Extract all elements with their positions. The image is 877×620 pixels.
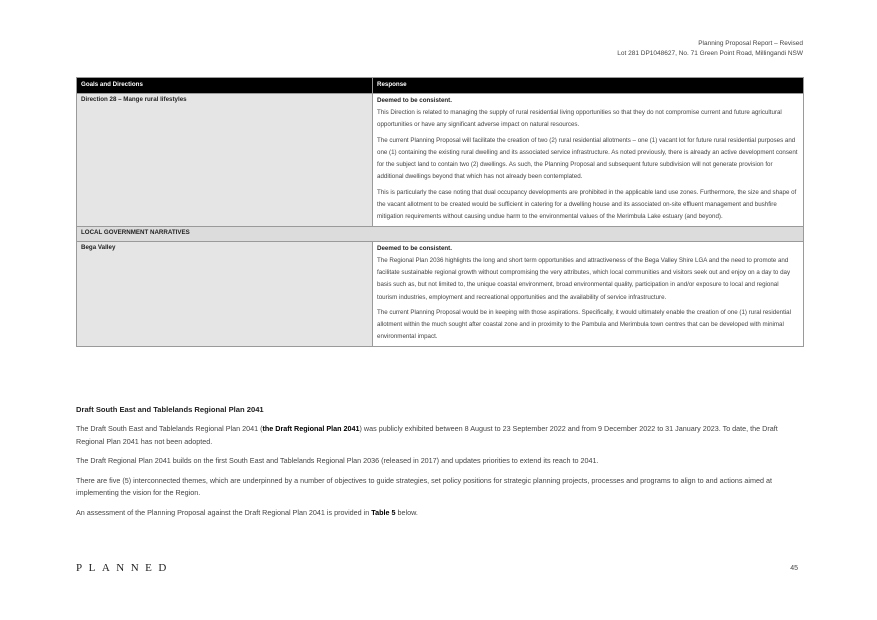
- section-heading: LOCAL GOVERNMENT NARRATIVES: [77, 226, 804, 241]
- section-heading: Draft South East and Tablelands Regional Plan 2041: [76, 405, 264, 414]
- goal-cell: Bega Valley: [77, 241, 373, 346]
- response-verdict: Deemed to be consistent.: [377, 244, 452, 252]
- response-paragraph: The Regional Plan 2036 highlights the long and short term opportunities and attractiveness of the Bega Valley Shire LGA and the need to promote and facilitate sustainable regional growth without compromising the very attributes, which local communities and visitors seek out and enjoy on a day to day basis such as, but not limited to, the unique coastal environment, broad environmental quality, participation in and/or exposure to local and regional tourism industries, employment and recreational opportunities and the availability of service infrastructure.: [377, 256, 791, 301]
- response-paragraph: This is particularly the case noting that dual occupancy developments are prohibited in the applicable land use zones. Furthermore, the size and shape of the vacant allotment to be created would be sufficient in catering for a dwelling house and its associated on-site effluent management and bushfire mitigation requirements without causing undue harm to the environmental values of the Merimbula Lake estuary (and beyond).: [377, 188, 797, 221]
- column-header-response: Response: [373, 78, 804, 94]
- text-run: ) was publicly exhibited between 8 August to 23 September 2022 and from 9 December 2022 to 31 January 2023. To date, the Draft Regional Plan 2041 has not been adopted.: [76, 424, 778, 446]
- response-paragraph: This Direction is related to managing the supply of rural residential living opportunities so that they do not compromise current and future agricultural opportunities or have any significant adverse impact on natural resources.: [377, 109, 782, 129]
- body-paragraph: [76, 507, 804, 520]
- header-report-title: Planning Proposal Report – Revised: [698, 40, 803, 47]
- response-paragraph: The current Planning Proposal would be in keeping with those aspirations. Specifically, it would ultimately enable the creation of one (1) rural residential allotment within the much sought after coastal zone and in proximity to the Pambula and Merimbula town centres that can be developed with minimal environmental impact.: [377, 308, 791, 341]
- body-paragraph: The Draft Regional Plan 2041 builds on the first South East and Tablelands Regional Plan 2036 (released in 2017) and updates priorities to extend its reach to 2041.: [76, 456, 599, 465]
- table-reference: Table 5: [371, 507, 396, 517]
- text-run: below.: [395, 507, 418, 517]
- body-section: [76, 405, 804, 526]
- text-run: An assessment of the Planning Proposal against the Draft Regional Plan 2041 is provided in: [76, 507, 372, 517]
- response-verdict: Deemed to be consistent.: [377, 97, 452, 104]
- column-header-goals: Goals and Directions: [77, 78, 373, 94]
- text-run: The Draft South East and Tablelands Regional Plan 2041 (: [76, 424, 263, 433]
- page-number: 45: [790, 565, 798, 572]
- response-paragraph: The current Planning Proposal will facilitate the creation of two (2) rural residential allotments – one (1) vacant lot for future rural residential purposes and one (1) containing the existing rural dwelling and its associated service infrastructure. As noted previously, there is already an active development consent for the subject land to contain two (2) dwellings. As such, the Planning Proposal and subsequent future subdivision will not generate provision for additional dwellings beyond that which has not already been contemplated.: [377, 136, 798, 181]
- table-section-row: [77, 226, 804, 241]
- goals-directions-table: [76, 77, 804, 347]
- planned-logo: PLANNED: [76, 562, 173, 574]
- body-paragraph: [76, 423, 804, 448]
- table-header-row: [77, 78, 804, 94]
- bold-term: the Draft Regional Plan 2041: [262, 424, 360, 433]
- header-property-address: Lot 281 DP1048627, No. 71 Green Point Road, Millingandi NSW: [617, 50, 803, 57]
- page-header: [617, 39, 803, 59]
- table-row: [77, 94, 804, 227]
- response-cell: [373, 94, 804, 227]
- response-cell: [373, 241, 804, 346]
- body-paragraph: There are five (5) interconnected themes, which are underpinned by a number of objectives to guide strategies, set policy positions for strategic planning projects, processes and programs to align to and actions aimed at implementing the vision for the Region.: [76, 475, 772, 497]
- goal-cell: Direction 28 – Mange rural lifestyles: [77, 94, 373, 227]
- table-row: [77, 241, 804, 346]
